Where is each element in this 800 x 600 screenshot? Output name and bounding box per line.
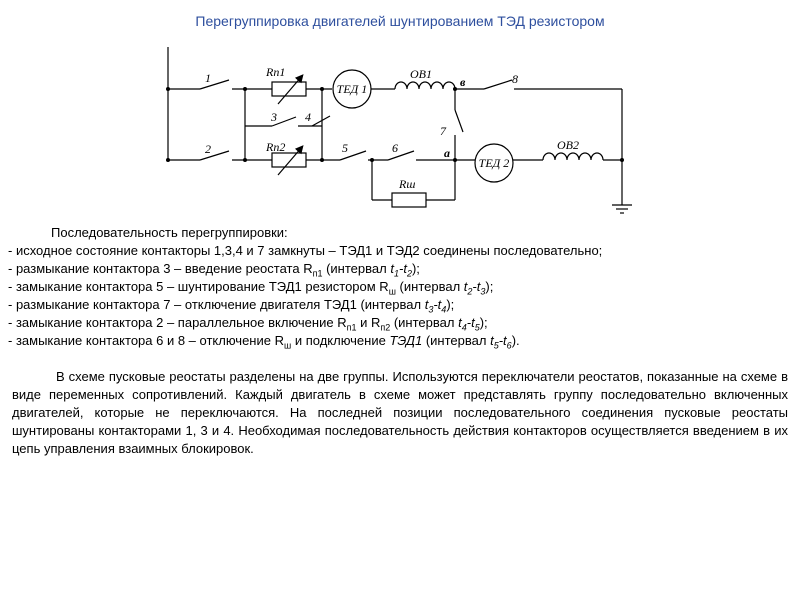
- text-run: t: [463, 279, 468, 294]
- subscript: п1: [346, 322, 357, 333]
- text-run: t: [471, 315, 475, 330]
- subscript: ш: [283, 340, 292, 351]
- text-run: t: [403, 261, 407, 276]
- subscript: 1: [393, 268, 399, 279]
- text-run: и R: [356, 315, 381, 330]
- text-run: t: [503, 333, 507, 348]
- subscript: 5: [474, 322, 480, 333]
- sequence-item: [8, 314, 798, 332]
- text-run: (интервал: [322, 261, 391, 276]
- text-run: );: [446, 297, 455, 312]
- sequence-header: Последовательность перегруппировки:: [51, 225, 288, 240]
- label-motor-2: ТЕД 2: [478, 156, 510, 170]
- text-run: -: [433, 297, 438, 312]
- sequence-item: [8, 332, 798, 350]
- text-run: и подключение: [291, 333, 390, 348]
- label-contactor-2: 2: [205, 142, 211, 156]
- description-paragraph: В схеме пусковые реостаты разделены на две группы. Используются переключатели реостатов, показанные на схеме в виде переменных сопротивлений. Каждый двигатель в схеме может представлять группу последовательно включенных двигателей, которые не переключаются. На последней позиции последовательного соединения пусковые реостаты шунтированы контакторами 1, 3 и 4. Необходимая последовательность действия контакторов осуществляется введением в их цепь управления взаимных блокировок.: [12, 369, 788, 456]
- label-contactor-7: 7: [440, 124, 446, 138]
- text-run: - размыкание контактора 3 – введение реостата R: [8, 261, 313, 276]
- label-node-v: в: [460, 75, 466, 89]
- sequence-item: [8, 260, 798, 278]
- subscript: 6: [506, 340, 512, 351]
- subscript: 5: [493, 340, 499, 351]
- text-run: t: [458, 315, 462, 330]
- label-rp1: Rп1: [266, 65, 286, 79]
- text-run: (интервал: [422, 333, 491, 348]
- text-run: );: [485, 279, 494, 294]
- text-run: - замыкание контактора 2 – параллельное включение R: [8, 315, 347, 330]
- text-run: ТЭД1: [389, 333, 423, 348]
- sequence-item: [8, 296, 798, 314]
- text-run: t: [390, 261, 394, 276]
- text-run: (интервал: [390, 315, 459, 330]
- subscript: п1: [312, 268, 323, 279]
- text-run: );: [411, 261, 420, 276]
- slide-title: Перегруппировка двигателей шунтированием ТЭД резистором: [195, 13, 605, 29]
- circuit-diagram: [0, 0, 800, 215]
- subscript: 4: [441, 304, 447, 315]
- subscript: 2: [406, 268, 412, 279]
- label-ov1: ОВ1: [410, 67, 432, 81]
- text-run: -: [466, 315, 472, 330]
- sequence-list: [8, 242, 798, 350]
- subscript: ш: [388, 286, 396, 297]
- subscript: 3: [428, 304, 434, 315]
- text-run: (интервал: [395, 279, 464, 294]
- label-contactor-4: 4: [305, 110, 311, 124]
- label-contactor-5: 5: [342, 141, 348, 155]
- text-run: t: [437, 297, 442, 312]
- label-rsh: Rш: [399, 177, 416, 191]
- subscript: п2: [380, 322, 391, 333]
- label-contactor-1: 1: [205, 71, 211, 85]
- label-rp2: Rп2: [266, 140, 286, 154]
- text-run: t: [490, 333, 494, 348]
- text-run: t: [424, 297, 429, 312]
- subscript: 4: [461, 322, 467, 333]
- text-run: - замыкание контактора 6 и 8 – отключение R: [8, 333, 284, 348]
- sequence-item: [8, 242, 798, 260]
- sequence-block: [8, 224, 798, 350]
- label-contactor-3: 3: [271, 110, 277, 124]
- label-contactor-6: 6: [392, 141, 398, 155]
- text-run: );: [479, 315, 488, 330]
- text-run: - размыкание контактора 7 – отключение двигателя ТЭД1 (интервал: [8, 297, 425, 312]
- text-run: -: [498, 333, 504, 348]
- sequence-item: [8, 278, 798, 296]
- label-contactor-8: 8: [512, 72, 518, 86]
- text-run: - замыкание контактора 5 – шунтирование ТЭД1 резистором R: [8, 279, 389, 294]
- label-motor-1: ТЕД 1: [336, 82, 368, 96]
- text-run: ).: [511, 333, 520, 348]
- label-ov2: ОВ2: [557, 138, 579, 152]
- text-run: -: [472, 279, 477, 294]
- subscript: 2: [467, 286, 473, 297]
- subscript: 3: [480, 286, 486, 297]
- text-run: -: [398, 261, 404, 276]
- text-run: - исходное состояние контакторы 1,3,4 и 7 замкнуты – ТЭД1 и ТЭД2 соединены последовательно;: [8, 243, 603, 258]
- label-node-a: а: [444, 146, 450, 160]
- text-run: t: [476, 279, 481, 294]
